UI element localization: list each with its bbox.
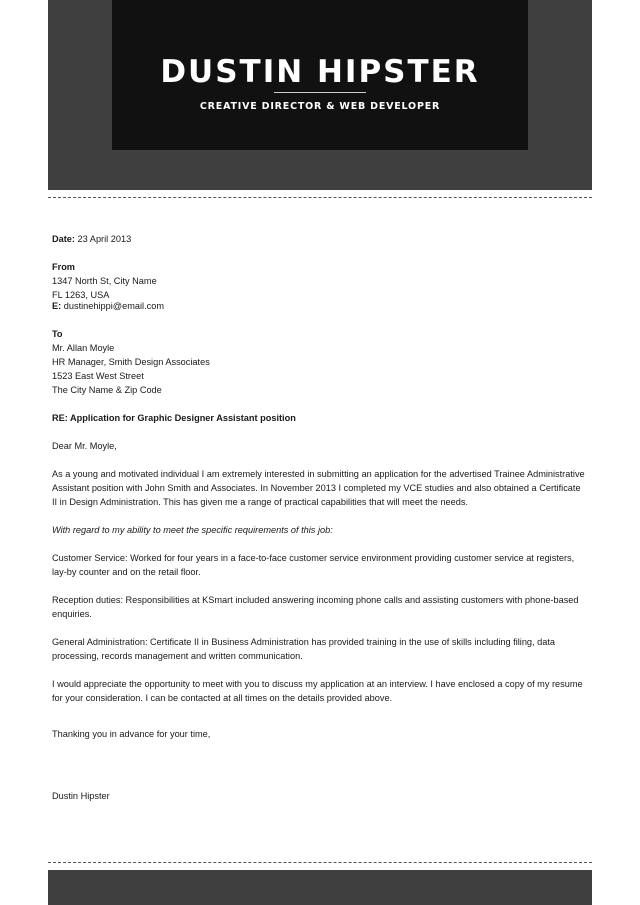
customer-service-paragraph: Customer Service: Worked for four years in a face-to-face customer service environment providing customer service at registers, lay-by counter and on the retail floor.: [52, 553, 575, 577]
subject-line: RE: Application for Graphic Designer Assistant position: [52, 413, 296, 423]
letter-body: [52, 232, 588, 803]
date-label: Date:: [52, 234, 75, 244]
applicant-title: CREATIVE DIRECTOR & WEB DEVELOPER: [199, 101, 441, 112]
to-address-line: 1523 East West Street: [52, 371, 144, 381]
top-dashed-divider: [48, 197, 592, 198]
closing-paragraph: I would appreciate the opportunity to meet with you to discuss my application at an interview. I have enclosed a copy of my resume for your consideration. I can be contacted at all times on the details provided above.: [52, 679, 583, 703]
intro-paragraph: As a young and motivated individual I am extremely interested in submitting an application for the advertised Trainee Administrative Assistant position with John Smith and Associates. In November 2013 I completed my VCE studies and also obtained a Certificate II in Design Administration. This has given me a range of practical capabilities that will meet the needs.: [52, 469, 585, 507]
from-address-line: FL 1263, USA: [52, 290, 110, 300]
to-address-line: HR Manager, Smith Design Associates: [52, 357, 210, 367]
footer-band: [48, 870, 592, 905]
bottom-dashed-divider: [48, 862, 592, 863]
date-value: 23 April 2013: [77, 234, 132, 244]
to-label: To: [52, 329, 63, 339]
to-address-line: Mr. Allan Moyle: [52, 343, 115, 353]
email-line: [52, 299, 588, 313]
name-divider: [274, 92, 366, 93]
name-panel: [112, 0, 528, 150]
requirements-intro: With regard to my ability to meet the specific requirements of this job:: [52, 525, 333, 535]
to-address-line: The City Name & Zip Code: [52, 385, 162, 395]
applicant-name: DUSTIN HIPSTER: [160, 54, 480, 90]
salutation: Dear Mr. Moyle,: [52, 441, 117, 451]
date-line: [52, 232, 588, 246]
thanks-line: Thanking you in advance for your time,: [52, 729, 211, 739]
reception-paragraph: Reception duties: Responsibilities at KSmart included answering incoming phone calls and assisting customers with phone-based enquiries.: [52, 595, 579, 619]
email-label: E:: [52, 301, 62, 311]
signature-name: Dustin Hipster: [52, 791, 110, 801]
from-address-line: 1347 North St, City Name: [52, 276, 157, 286]
from-label: From: [52, 262, 75, 272]
email-value: dustinehippi@email.com: [63, 301, 164, 311]
general-admin-paragraph: General Administration: Certificate II in Business Administration has provided training in the use of skills including filing, data processing, records management and written communication.: [52, 637, 556, 661]
